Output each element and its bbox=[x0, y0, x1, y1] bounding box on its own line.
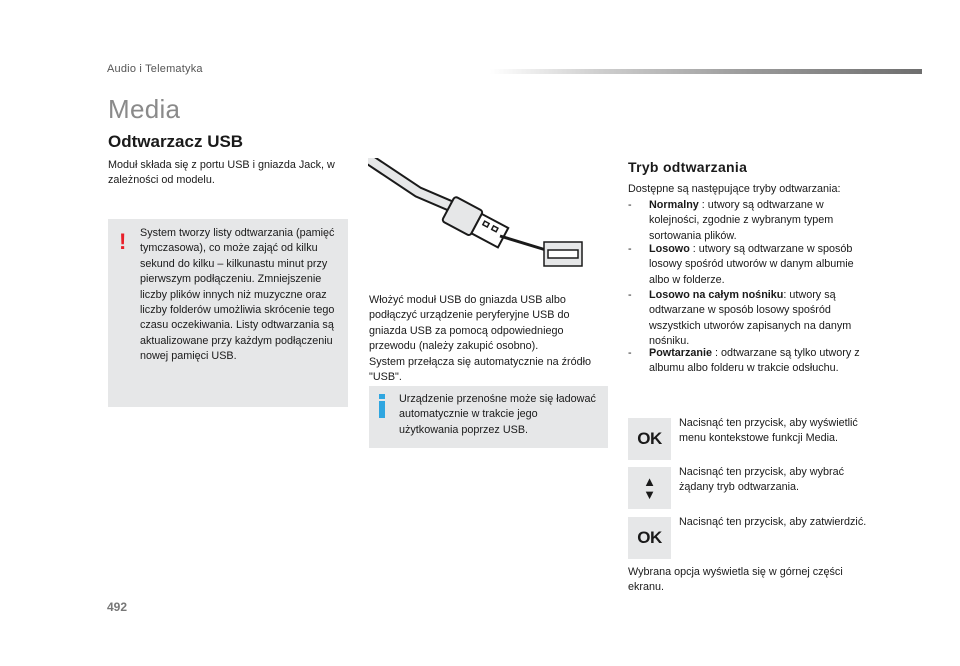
ok-button-icon: OK bbox=[637, 528, 662, 547]
list-dash: - bbox=[628, 347, 632, 359]
usb-auto-switch-text: System przełącza się automatycznie na źródło "USB". bbox=[369, 355, 592, 384]
mode-name: Losowo na całym nośniku bbox=[649, 289, 784, 301]
usb-instructions bbox=[369, 293, 605, 385]
up-down-key[interactable] bbox=[628, 467, 671, 509]
up-down-key-text: Nacisnąć ten przycisk, aby wybrać żądany tryb odtwarzania. bbox=[679, 466, 845, 494]
info-icon bbox=[378, 394, 386, 418]
list-dash: - bbox=[628, 199, 632, 211]
sub-title: Odtwarzacz USB bbox=[108, 132, 244, 151]
info-text: Urządzenie przenośne może się ładować automatycznie w trakcie jego użytkowania poprzez USB. bbox=[399, 393, 596, 436]
section-label: Audio i Telematyka bbox=[107, 63, 203, 75]
arrow-up-icon: ▲ bbox=[643, 474, 656, 489]
info-box bbox=[369, 386, 608, 448]
footer-note: Wybrana opcja wyświetla się w górnej części ekranu. bbox=[628, 566, 843, 594]
mode-desc: : utwory są odtwarzane w sposób losowy spośród utworów w danym albumie albo w folderze. bbox=[649, 243, 854, 286]
header-bar bbox=[490, 69, 922, 74]
ok-key-confirm-text: Nacisnąć ten przycisk, aby zatwierdzić. bbox=[679, 516, 867, 528]
intro-text: Moduł składa się z portu USB i gniazda Jack, w zależności od modelu. bbox=[108, 159, 335, 187]
exclamation-icon: ! bbox=[119, 229, 127, 254]
mode-name: Powtarzanie bbox=[649, 347, 712, 359]
list-dash: - bbox=[628, 289, 632, 301]
mode-desc: : odtwarzane są tylko utwory z albumu albo folderu w trakcie odsłuchu. bbox=[649, 347, 860, 375]
usb-plug-illustration bbox=[368, 158, 608, 276]
mode-desc: : utwory są odtwarzane w kolejności, zgodnie z wybranym typem sortowania plików. bbox=[649, 199, 834, 242]
warning-text: System tworzy listy odtwarzania (pamięć tymczasowa), co może zająć od kilku sekund do kilku – kilkunastu minut przy pierwszym podłączeniu. Zmniejszenie liczby plików innych niż muzyczne oraz liczby folderów umożliwia skrócenie tego czasu oczekiwania. Listy odtwarzania są aktualizowane przy każdym podłączeniu nowej pamięci USB. bbox=[140, 227, 335, 363]
page-title: Media bbox=[108, 94, 181, 124]
playback-modes-intro: Dostępne są następujące tryby odtwarzania: bbox=[628, 183, 841, 195]
warning-box bbox=[108, 219, 348, 407]
mode-desc: : utwory są odtwarzane w sposób losowy spośród wszystkich utworów zapisanych na danym nośniku. bbox=[649, 289, 852, 348]
mode-name: Normalny bbox=[649, 199, 699, 211]
up-down-arrows-icon bbox=[643, 475, 656, 501]
arrow-down-icon: ▼ bbox=[643, 487, 656, 502]
playback-mode-title: Tryb odtwarzania bbox=[628, 159, 748, 175]
page-number: 492 bbox=[107, 600, 128, 614]
mode-name: Losowo bbox=[649, 243, 690, 255]
ok-key-menu[interactable] bbox=[628, 418, 671, 460]
ok-key-menu-text: Nacisnąć ten przycisk, aby wyświetlić menu kontekstowe funkcji Media. bbox=[679, 417, 858, 445]
ok-button-icon: OK bbox=[637, 429, 662, 448]
ok-key-confirm[interactable] bbox=[628, 517, 671, 559]
usb-instructions-text: Włożyć moduł USB do gniazda USB albo podłączyć urządzenie peryferyjne USB do gniazda USB za pomocą odpowiedniego przewodu (należy zakupić osobno). bbox=[369, 294, 570, 353]
list-dash: - bbox=[628, 243, 632, 255]
